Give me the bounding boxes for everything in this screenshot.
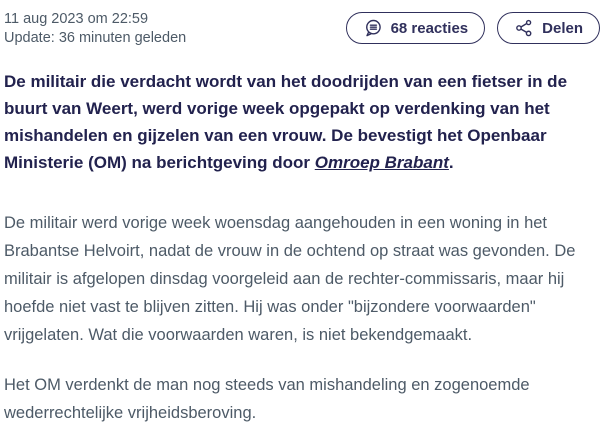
comment-bubble-icon [363, 18, 383, 38]
share-icon [514, 18, 534, 38]
update-time: Update: 36 minuten geleden [4, 30, 187, 46]
omroep-brabant-link[interactable]: Omroep Brabant [314, 153, 449, 172]
article-meta-bar [4, 8, 600, 48]
article-paragraph: Het OM verdenkt de man nog steeds van mishandeling en zogenoemde wederrechtelijke vrijheidsberoving. [4, 376, 530, 422]
action-buttons [346, 8, 600, 44]
article-paragraph: De militair werd vorige week woensdag aangehouden in een woning in het Brabantse Helvoirt, nadat de vrouw in de ochtend op straat was gevonden. De militair is afgelopen dinsdag voorgeleid aan de rechter-commissaris, maar hij hoefde niet vast te blijven zitten. Hij was onder "bijzondere voorwaarden" vrijgelaten. Wat die voorwaarden waren, is niet bekendgemaakt. [4, 214, 576, 344]
share-button[interactable] [497, 12, 600, 44]
comments-button[interactable] [346, 12, 486, 44]
publish-date: 11 aug 2023 om 22:59 [4, 11, 149, 27]
share-button-label: Delen [542, 19, 583, 37]
article-intro [4, 68, 600, 176]
comments-button-label: 68 reacties [390, 19, 469, 37]
intro-text-after-link: . [448, 153, 454, 172]
timestamp-block [4, 8, 186, 48]
intro-text-before-link: De militair die verdacht wordt van het doodrijden van een fietser in de buurt van Weert, werd vorige week opgepakt op verdenking van het mishandelen en gijzelen van een vrouw. De bevestigt het Openbaar Ministerie (OM) na berichtgeving door [4, 72, 568, 172]
